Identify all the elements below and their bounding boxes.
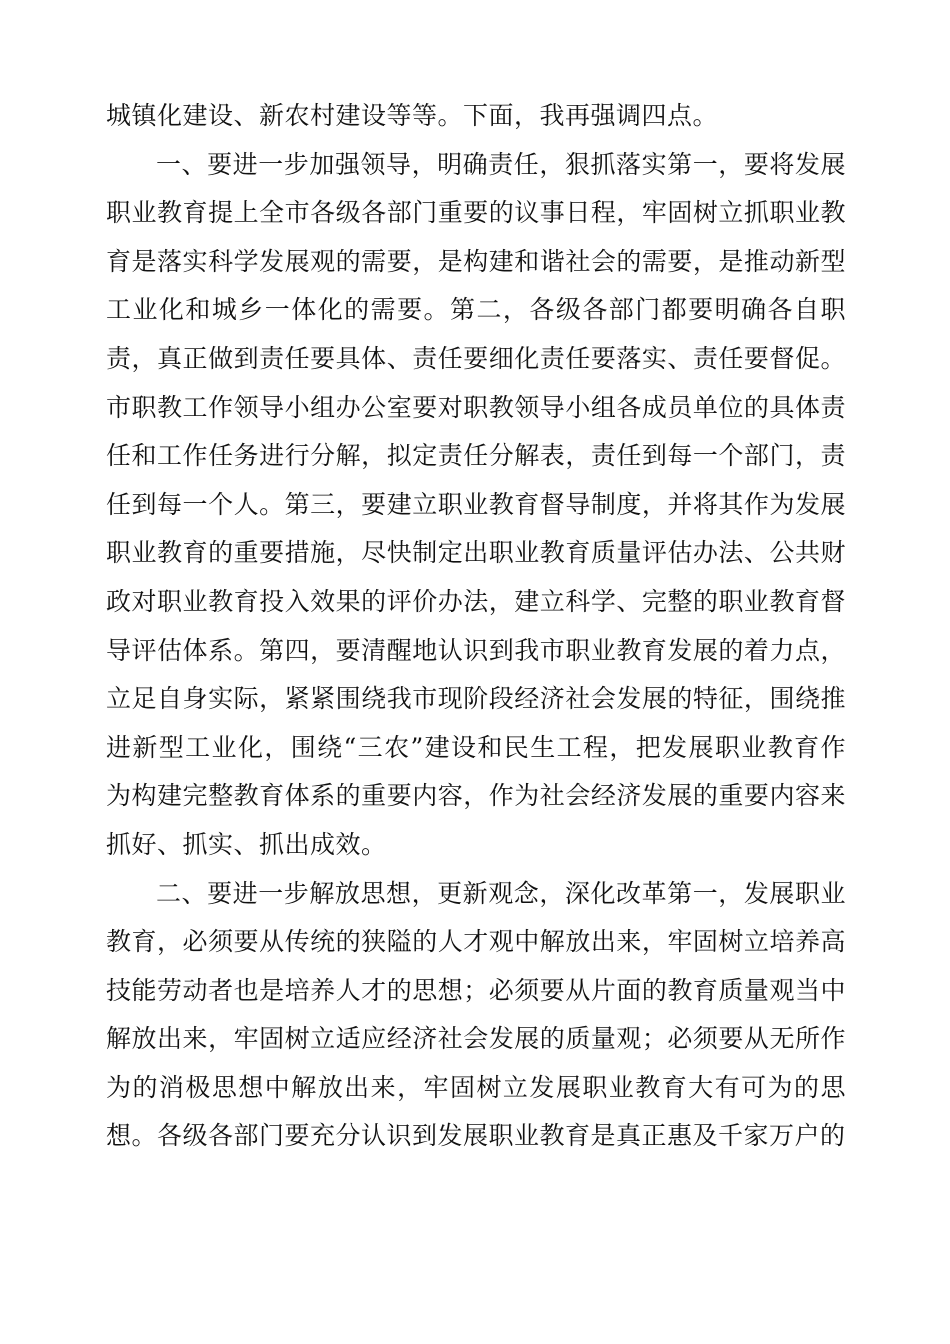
document-body	[106, 92, 846, 1161]
paragraph-section-two: 二、要进一步解放思想，更新观念，深化改革第一，发展职业教育，必须要从传统的狭隘的人才观中解放出来，牢固树立培养高技能劳动者也是培养人才的思想；必须要从片面的教育质量观当中解放出来，牢固树立适应经济社会发展的质量观；必须要从无所作为的消极思想中解放出来，牢固树立发展职业教育大有可为的思想。各级各部门要充分认识到发展职业教育是真正惠及千家万户的	[106, 878, 846, 1151]
paragraph-continuation: 城镇化建设、新农村建设等等。下面，我再强调四点。	[106, 101, 719, 130]
paragraph-section-one: 一、要进一步加强领导，明确责任，狠抓落实第一，要将发展职业教育提上全市各级各部门重要的议事日程，牢固树立抓职业教育是落实科学发展观的需要，是构建和谐社会的需要，是推动新型工业化和城乡一体化的需要。第二，各级各部门都要明确各自职责，真正做到责任要具体、责任要细化责任要落实、责任要督促。市职教工作领导小组办公室要对职教领导小组各成员单位的具体责任和工作任务进行分解，拟定责任分解表，责任到每一个部门，责任到每一个人。第三，要建立职业教育督导制度，并将其作为发展职业教育的重要措施，尽快制定出职业教育质量评估办法、公共财政对职业教育投入效果的评价办法，建立科学、完整的职业教育督导评估体系。第四，要清醒地认识到我市职业教育发展的着力点，立足自身实际，紧紧围绕我市现阶段经济社会发展的特征，围绕推进新型工业化，围绕“三农”建设和民生工程，把发展职业教育作为构建完整教育体系的重要内容，作为社会经济发展的重要内容来抓好、抓实、抓出成效。	[106, 149, 846, 859]
